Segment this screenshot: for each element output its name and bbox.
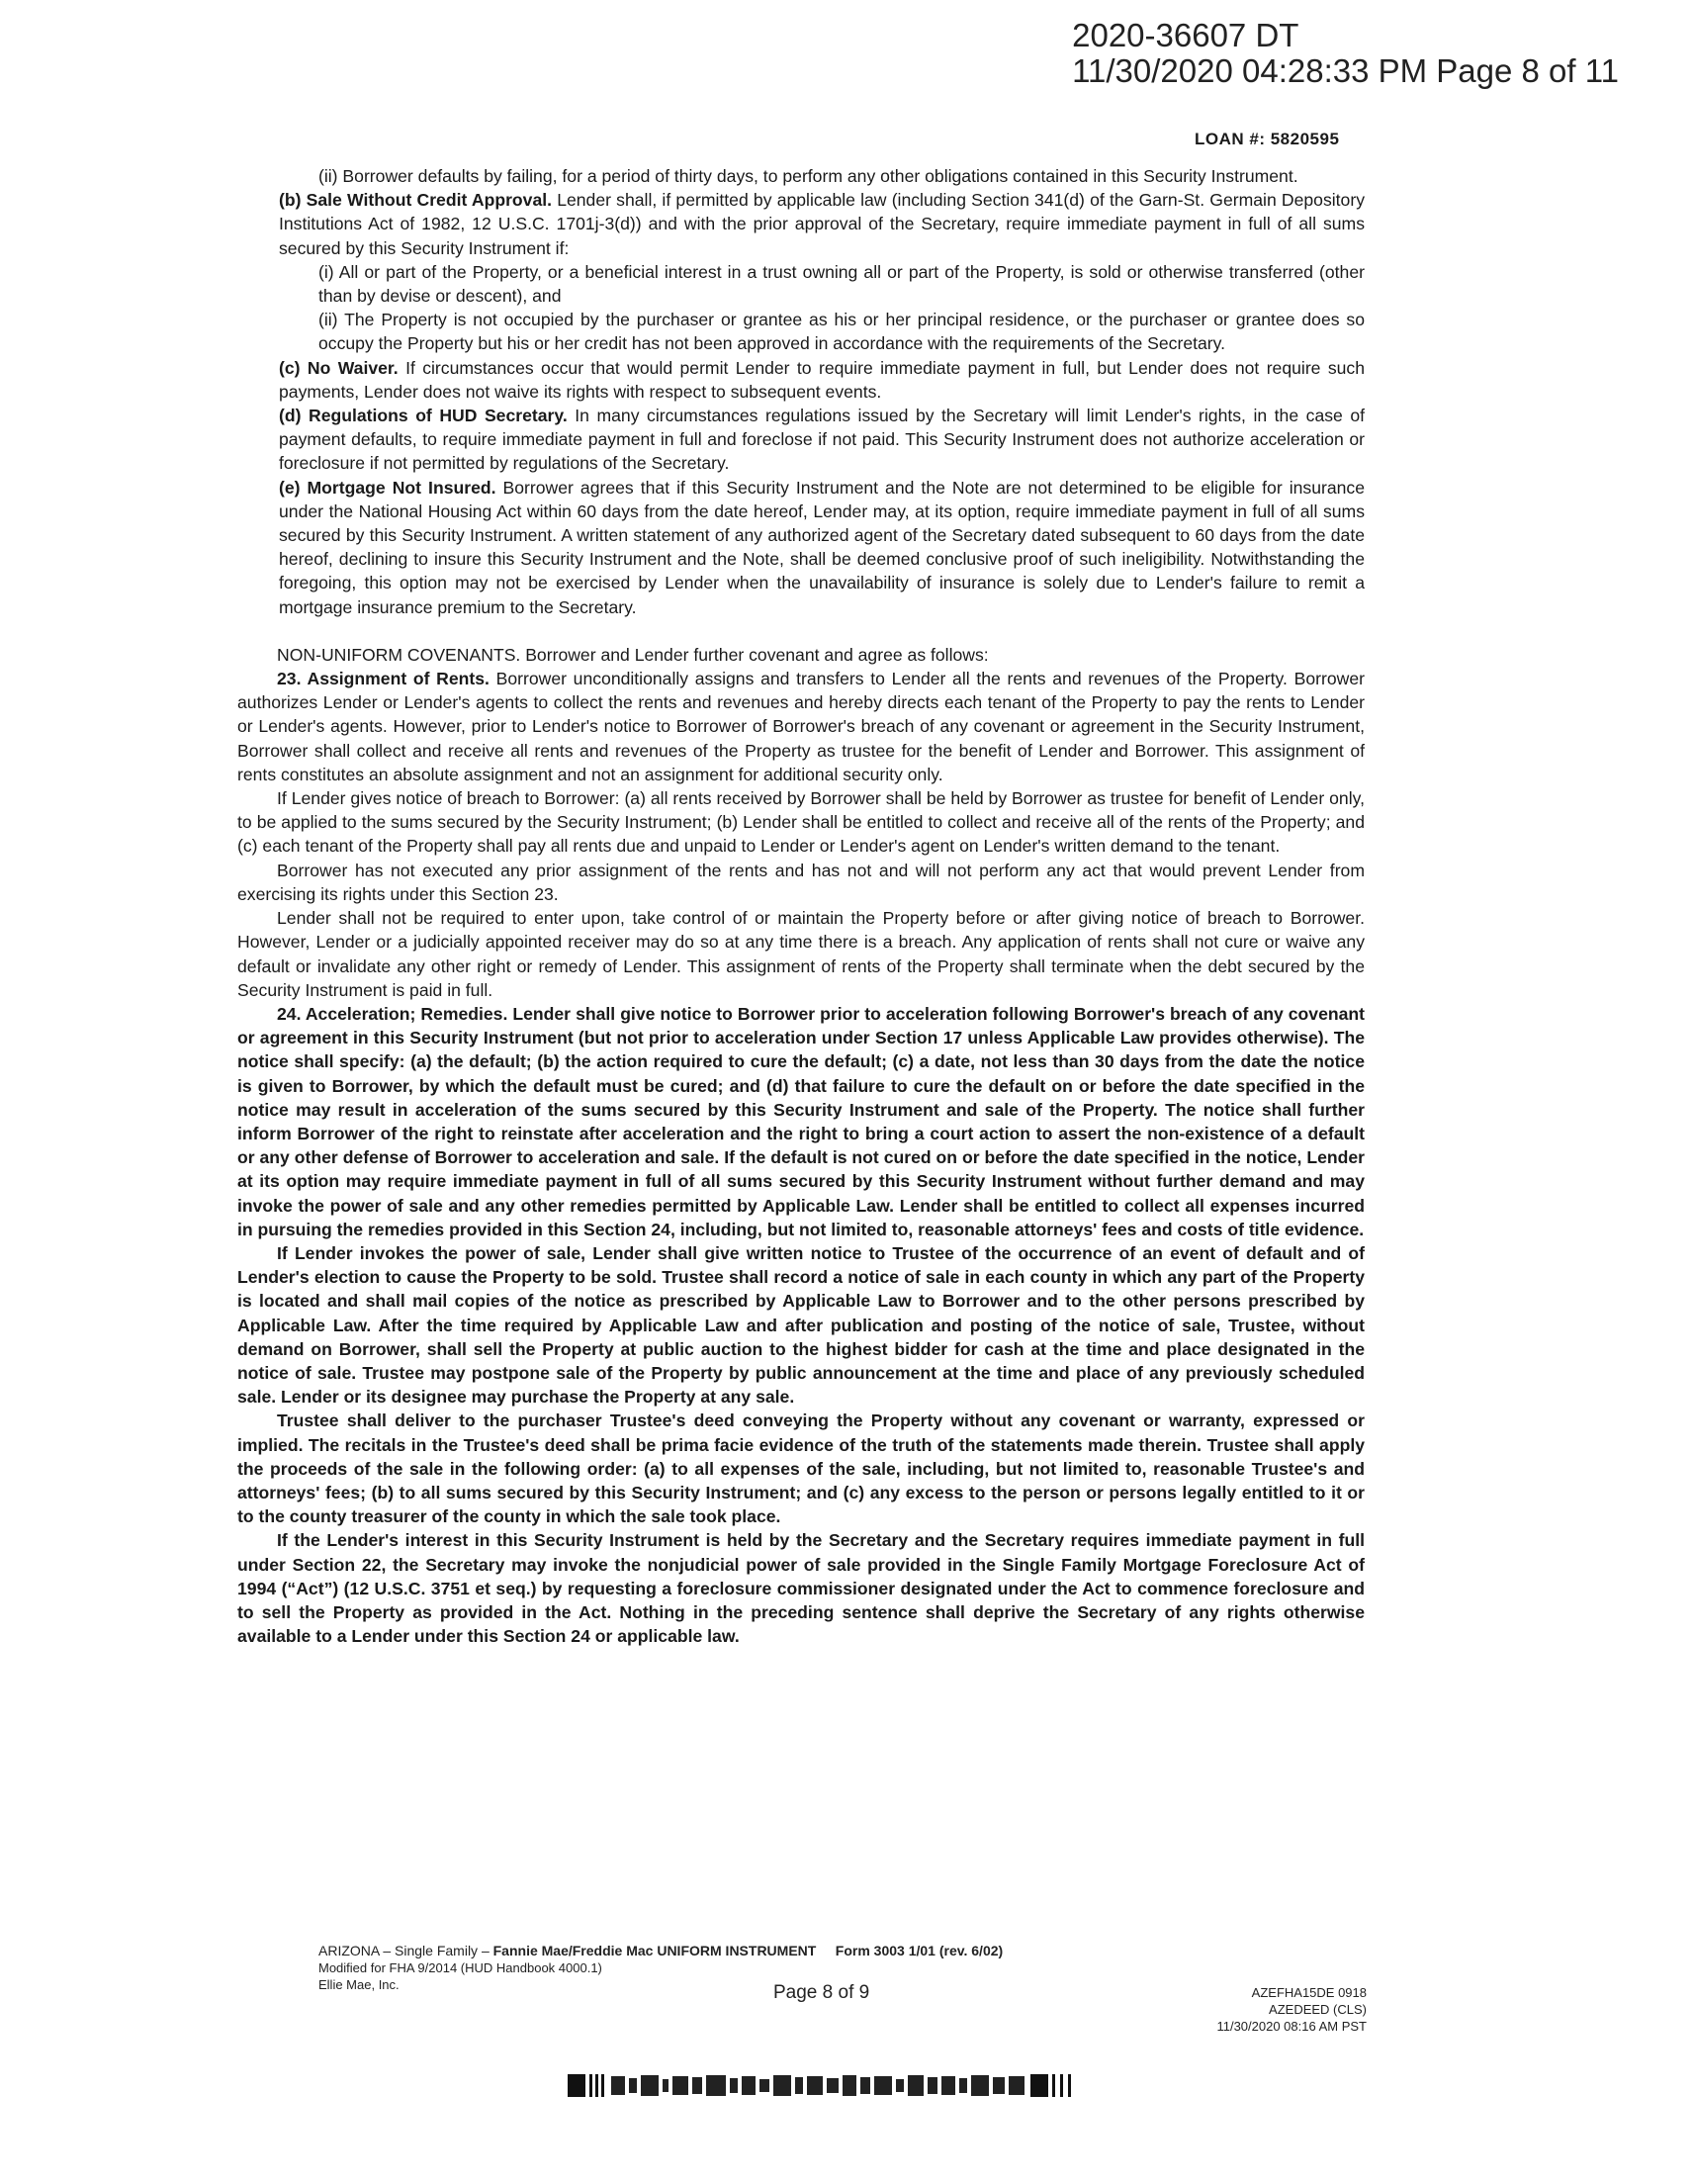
section-24-p4: If the Lender's interest in this Security Instrument is held by the Secretary and the Secretary requires immediate payment in full under Section 22, the Secretary may invoke the nonjudicial power of sale provided in the Single Family Mortgage Foreclosure Act of 1994 (“Act”) (12 U.S.C. 3751 et seq.) by requesting a foreclosure commissioner designated under the Act to commence foreclosure and to sell the Property as provided in the Act. Nothing in the preceding sentence shall deprive the Secretary of any rights otherwise available to a Lender under this Section 24 or applicable law. bbox=[237, 1530, 1365, 1647]
section-24-p2: If Lender invokes the power of sale, Lender shall give written notice to Trustee of the occurrence of an event of default and of Lender's election to cause the Property to be sold. Trustee shall record a notice of sale in each county in which any part of the Property is located and shall mail copies of the notice as prescribed by Applicable Law to Borrower and to the other persons prescribed by Applicable Law. After the time required by Applicable Law and after publication and posting of the notice of sale, Trustee, without demand on Borrower, shall sell the Property at public auction to the highest bidder for cash at the time and place designated in the notice of sale. Trustee may postpone sale of the Property by public announcement at the time and place of any previously scheduled sale. Lender or its designee may purchase the Property at any sale. bbox=[237, 1242, 1365, 1408]
barcode bbox=[568, 2074, 1086, 2097]
section-23-block bbox=[237, 667, 1365, 1648]
recording-number: 2020-36607 DT bbox=[1072, 17, 1299, 53]
section-23 bbox=[237, 667, 1365, 786]
form-info bbox=[318, 1943, 1003, 1993]
section-c-heading: (c) No Waiver. bbox=[279, 357, 399, 378]
section-24-p1: 24. Acceleration; Remedies. Lender shall give notice to Borrower prior to acceleration following Borrower's breach of any covenant or agreement in this Security Instrument (but not prior to acceleration under Section 17 unless Applicable Law provides otherwise). The notice shall specify: (a) the default; (b) the action required to cure the default; (c) a date, not less than 30 days from the date the notice is given to Borrower, by which the default must be cured; and (d) that failure to cure the default on or before the date specified in the notice may result in acceleration of the sums secured by this Security Instrument and sale of the Property. The notice shall further inform Borrower of the right to reinstate after acceleration and the right to bring a court action to assert the non-existence of a default or any other defense of Borrower to acceleration and sale. If the default is not cured on or before the date specified in the notice, Lender at its option may require immediate payment in full of all sums secured by this Security Instrument without further demand and may invoke the power of sale and any other remedies permitted by Applicable Law. Lender shall be entitled to collect all expenses incurred in pursuing the remedies provided in this Section 24, including, but not limited to, reasonable attorneys' fees and costs of title evidence. bbox=[237, 1003, 1365, 1239]
form-modified: Modified for FHA 9/2014 (HUD Handbook 4000.1) bbox=[318, 1960, 602, 1975]
section-23-p3: Borrower has not executed any prior assignment of the rents and has not and will not perform any act that would prevent Lender from exercising its rights under this Section 23. bbox=[237, 860, 1365, 904]
section-e-text: Borrower agrees that if this Security Instrument and the Note are not determined to be eligible for insurance under the National Housing Act within 60 days from the date hereof, Lender may, at its option, require immediate payment in full of all sums secured by this Security Instrument. A written statement of any authorized agent of the Secretary dated subsequent to 60 days from the date hereof, declining to insure this Security Instrument and the Note, shall be deemed conclusive proof of such ineligibility. Notwithstanding the foregoing, this option may not be exercised by Lender when the unavailability of insurance is solely due to Lender's failure to remit a mortgage insurance premium to the Secretary. bbox=[279, 477, 1366, 617]
section-b-text: Lender shall, if permitted by applicable law (including Section 341(d) of the Garn-St. Germain Depository Institutions Act of 1982, 12 U.S.C. 1701j-3(d)) and with the prior approval of the Secretary, require immediate payment in full of all sums secured by this Security Instrument if: bbox=[279, 190, 1366, 258]
form-codes bbox=[1216, 1984, 1367, 2035]
form-code-2: AZEDEED (CLS) bbox=[1269, 2002, 1367, 2017]
document-body bbox=[237, 164, 1366, 1648]
section-c-text: If circumstances occur that would permit Lender to require immediate payment in full, but Lender does not require such payments, Lender does not waive its rights with respect to subsequent events. bbox=[279, 357, 1365, 402]
section-c bbox=[279, 356, 1365, 404]
section-b-ii: (ii) The Property is not occupied by the purchaser or grantee as his or her principal residence, or the purchaser or grantee does so occupy the Property but his or her credit has not been approved in accordance with the requirements of the Secretary. bbox=[318, 310, 1365, 354]
section-a-ii: (ii) Borrower defaults by failing, for a period of thirty days, to perform any other obligations contained in this Security Instrument. bbox=[318, 166, 1298, 186]
section-23-text: Borrower unconditionally assigns and transfers to Lender all the rents and revenues of the Property. Borrower authorizes Lender or Lender's agents to collect the rents and revenues and hereby directs each tenant of the Property to pay the rents to Lender or Lender's agents. However, prior to Lender's notice to Borrower of Borrower's breach of any covenant or agreement in the Security Instrument, Borrower shall collect and receive all rents and revenues of the Property as trustee for the benefit of Lender and Borrower. This assignment of rents constitutes an absolute assignment and not an assignment for additional security only. bbox=[237, 669, 1365, 784]
section-23-p2: If Lender gives notice of breach to Borrower: (a) all rents received by Borrower shall be held by Borrower as trustee for benefit of Lender only, to be applied to the sums secured by the Security Instrument; (b) Lender shall be entitled to collect and receive all of the rents of the Property; and (c) each tenant of the Property shall pay all rents due and unpaid to Lender or Lender's agent on Lender's written demand to the tenant. bbox=[237, 788, 1365, 857]
section-d-text: In many circumstances regulations issued by the Secretary will limit Lender's rights, in the case of payment defaults, to require immediate payment in full and foreclose if not paid. This Security Instrument does not authorize acceleration or foreclosure if not permitted by regulations of the Secretary. bbox=[279, 406, 1366, 474]
section-e bbox=[279, 476, 1365, 619]
recording-timestamp: 11/30/2020 04:28:33 PM Page 8 of 11 bbox=[1072, 52, 1619, 89]
page-number: Page 8 of 9 bbox=[773, 1982, 870, 2003]
form-vendor: Ellie Mae, Inc. bbox=[318, 1977, 400, 1992]
section-b-heading: (b) Sale Without Credit Approval. bbox=[279, 190, 553, 211]
non-uniform-covenants: NON-UNIFORM COVENANTS. Borrower and Lender further covenant and agree as follows: bbox=[277, 644, 989, 665]
form-code-1: AZEFHA15DE 0918 bbox=[1251, 1985, 1367, 2000]
recording-stamp bbox=[1072, 18, 1619, 89]
form-instrument: Fannie Mae/Freddie Mac UNIFORM INSTRUMENT bbox=[492, 1943, 817, 1958]
loan-number: LOAN #: 5820595 bbox=[1195, 130, 1340, 148]
section-b bbox=[279, 188, 1365, 260]
form-number: Form 3003 1/01 (rev. 6/02) bbox=[835, 1943, 1004, 1958]
form-state: ARIZONA – Single Family – bbox=[318, 1943, 490, 1958]
section-b-i: (i) All or part of the Property, or a beneficial interest in a trust owning all or part of the Property, is sold or otherwise transferred (other than by devise or descent), and bbox=[318, 261, 1365, 307]
section-d-heading: (d) Regulations of HUD Secretary. bbox=[279, 406, 568, 426]
section-24-p3: Trustee shall deliver to the purchaser Trustee's deed conveying the Property without any covenant or warranty, expressed or implied. The recitals in the Trustee's deed shall be prima facie evidence of the truth of the statements made therein. Trustee shall apply the proceeds of the sale in the following order: (a) to all expenses of the sale, including, but not limited to, reasonable Trustee's and attorneys' fees; (b) to all sums secured by this Security Instrument; and (c) any excess to the person or persons legally entitled to it or to the county treasurer of the county in which the sale took place. bbox=[237, 1410, 1365, 1527]
section-23-p4: Lender shall not be required to enter upon, take control of or maintain the Property before or after giving notice of breach to Borrower. However, Lender or a judicially appointed receiver may do so at any time there is a breach. Any application of rents shall not cure or waive any default or invalidate any other right or remedy of Lender. This assignment of rents of the Property shall terminate when the debt secured by the Security Instrument is paid in full. bbox=[237, 908, 1365, 1000]
form-code-3: 11/30/2020 08:16 AM PST bbox=[1216, 2019, 1367, 2034]
section-d bbox=[279, 404, 1365, 476]
section-23-heading: 23. Assignment of Rents. bbox=[277, 669, 490, 689]
section-e-heading: (e) Mortgage Not Insured. bbox=[279, 477, 496, 498]
